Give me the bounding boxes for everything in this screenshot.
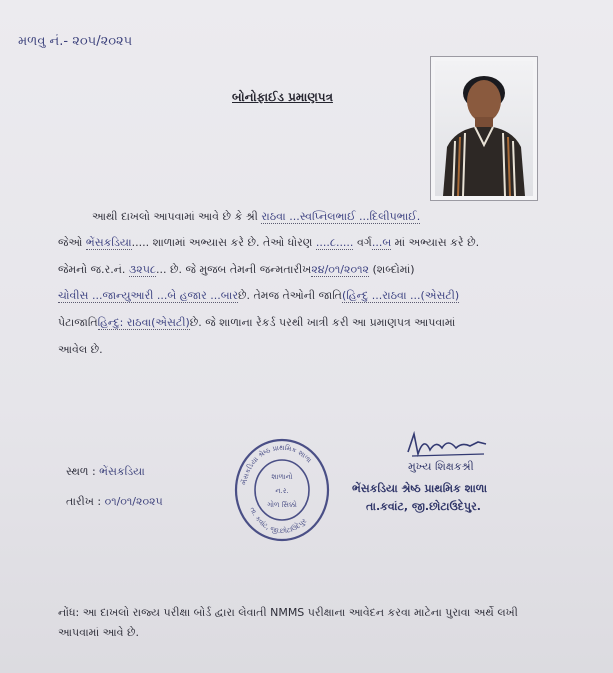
outward-number: મળવુ નં.- ૨૦૫/૨૦૨૫ [18,34,133,49]
line2-suffix: માં અભ્યાસ કરે છે. [394,236,480,249]
date-label: તારીખ : [66,495,102,508]
student-name: રાઠવા ...સ્વપ્નિલભાઈ ...દિલીપભાઈ. [261,210,421,223]
stamp-center-3: ગોળ સિક્કો [267,501,297,509]
date-row [66,495,163,509]
certificate-line-2 [58,236,479,250]
certificate-line-6: આવેલ છે. [58,343,103,356]
school-name: ભેંસકડિયા [85,236,132,249]
stamp-center-1: શાળાનો [271,473,293,481]
register-number: ૩૨૫૮ [128,263,156,276]
dob-in-words: ચોવીસ ...જાન્યુઆરી ...બે હજાર ...બાર [58,289,239,302]
line2-mid1: ..... શાળામાં અભ્યાસ કરે છે. તેઓ ધોરણ [131,236,313,249]
student-photo [430,56,538,201]
caste-value: (હિન્દુ ...રાઠવા ...(એસટી) [341,289,460,302]
line3-prefix: જેમનો જ.ર.નં. [58,263,126,276]
line2-mid2: વર્ગ [356,236,372,249]
line1-prefix: આથી દાખલો આપવામાં આવે છે કે શ્રી [92,210,258,223]
certificate-note: નોંધ: આ દાખલો રાજ્ય પરીક્ષા બોર્ડ દ્વારા લેવાતી NMMS પરીક્ષાના આવેદન કરવા માટેના પુરાવા અર્થે લખી આપવામાં આવે છે. [58,606,518,639]
line2-prefix: જેઓ [58,236,83,249]
place-value: ભેંસકડિયા [99,465,145,478]
class-value: ...બ [371,236,392,249]
round-seal-icon [232,435,332,545]
stamp-text-top: ભેંસકડિયા શ્રેષ્ઠ પ્રાથમિક શાળા [240,443,313,486]
line5-suffix: છે. જે શાળાના રેકર્ડ પરથી ખાત્રી કરી આ પ્રમાણપત્ર આપવામાં [189,316,456,329]
line3-suffix: (શબ્દોમાં) [372,263,415,276]
certificate-title: બોનોફાઈડ પ્રમાણપત્ર [232,90,333,104]
school-stamp-line-2: તા.કવાંટ, જી.છોટાઉદેપુર. [366,500,481,513]
school-round-stamp [232,435,332,545]
school-stamp-line-1: ભેંસકડિયા શ્રેષ્ઠ પ્રાથમિક શાળા [352,482,488,495]
certificate-line-5 [58,316,455,330]
student-portrait-icon [435,61,533,196]
signature-scribble-icon [404,430,504,460]
stamp-center-2: ન.ર. [275,487,289,495]
svg-text:તા. કવાંટ, જી.છોટાઉદેપુર [248,506,308,535]
line3-mid: ... છે. જે મુજબ તેમની જન્મતારીખ [155,263,312,276]
stamp-text-bottom: તા. કવાંટ, જી.છોટાઉદેપુર [248,506,309,536]
place-label: સ્થળ : [66,465,96,478]
subcaste-value: હિન્દુ: રાઠવા(એસટી) [97,316,190,329]
certificate-line-3 [58,263,415,277]
signature-title: મુખ્ય શિક્ષકશ્રી [408,460,474,473]
standard-value: ....૮..... [315,236,354,249]
line5-prefix: પેટાજાતિ [58,316,98,329]
place-row [66,465,145,479]
certificate-line-1 [92,210,420,224]
certificate-line-4 [58,289,459,303]
headmaster-signature-block [352,430,552,520]
date-of-birth: ૨૪/૦૧/૨૦૧૨ [311,263,369,276]
line4-mid: છે. તેમજ તેઓની જાતિ [238,289,342,302]
date-value: ૦૧/૦૧/૨૦૨૫ [104,495,163,508]
